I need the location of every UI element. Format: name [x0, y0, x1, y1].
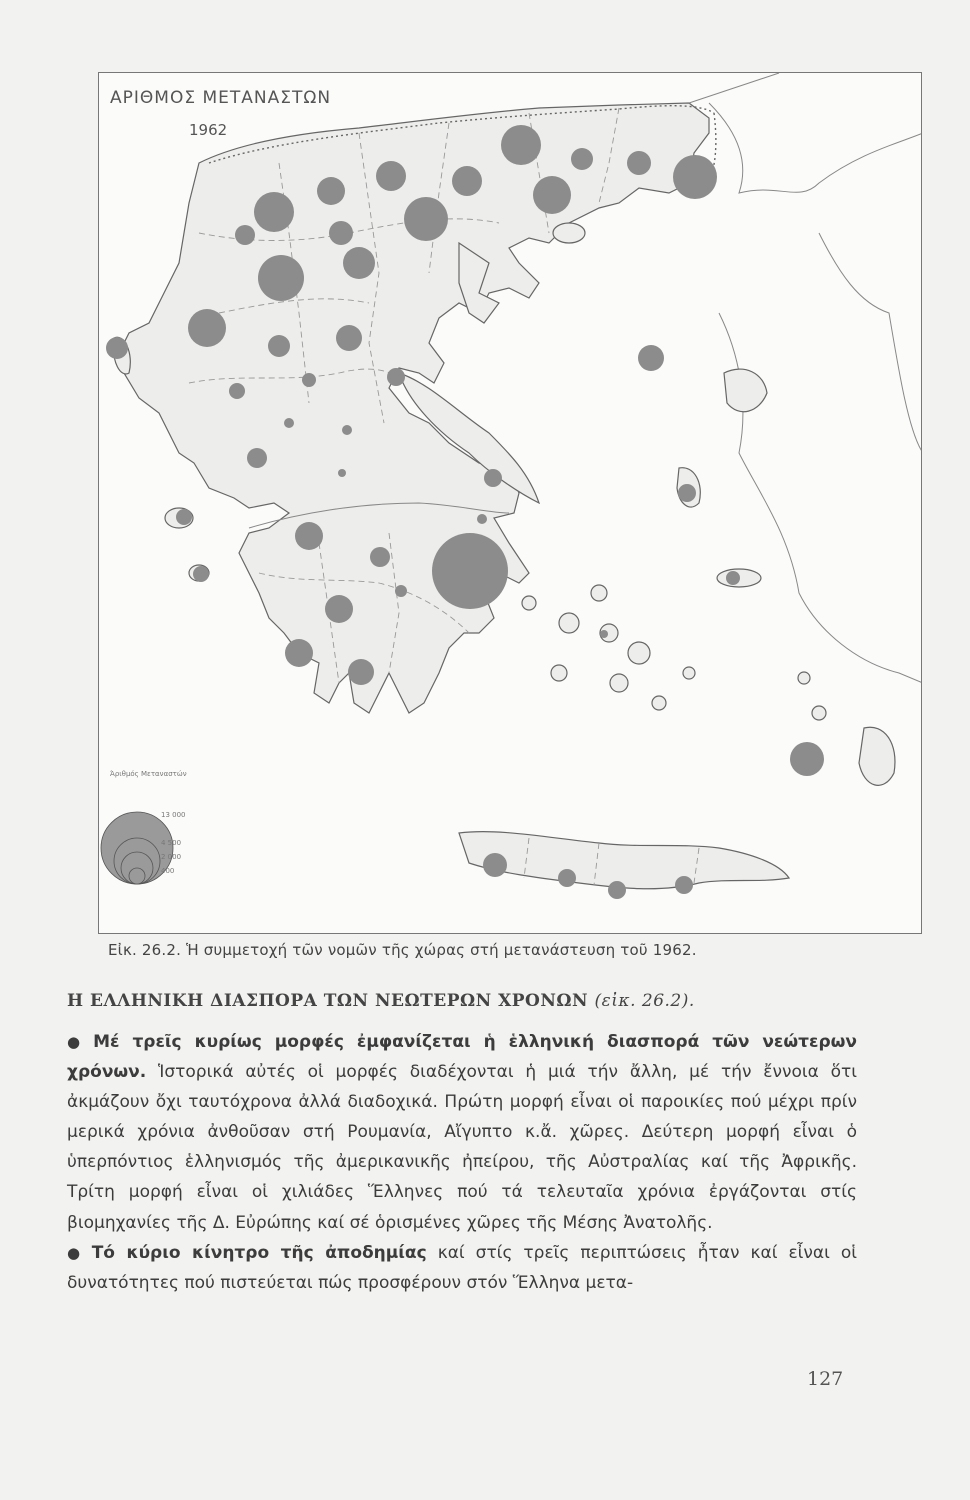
migrant-circle [338, 469, 346, 477]
legend-title: Άριθμός Μεταναστών [110, 770, 187, 778]
figure-caption: Εἰκ. 26.2. Ἡ συμμετοχή τῶν νομῶν τῆς χώρας στή μετανάστευση τοῦ 1962. [108, 941, 697, 959]
migrant-circle [501, 125, 541, 165]
migrant-circle [336, 325, 362, 351]
migrant-circle [484, 469, 502, 487]
section-heading-text: Η ΕΛΛΗΝΙΚΗ ΔΙΑΣΠΟΡΑ ΤΩΝ ΝΕΩΤΕΡΩΝ ΧΡΟΝΩΝ [67, 991, 589, 1011]
migrant-circle [600, 630, 608, 638]
migrant-circle [258, 255, 304, 301]
migrant-circle [329, 221, 353, 245]
legend-label-13000: 13 000 [161, 811, 186, 819]
paragraph-1-text: Ἱστορικά αὐτές οἱ μορφές διαδέχονται ἡ μιά τήν ἄλλη, μέ τήν ἔννοια ὅτι ἀκμάζουν ὄχι ταυτόχρονα ἀλλά διαδοχικά. Πρώτη μορφή εἶναι οἱ παροικίες πού μέχρι πρίν μερικά χρόνια ἀνθοῦσαν στή Ρουμανία, Αἴγυπτο κ.ἄ. χῶρες. Δεύτερη μορφή εἶναι ὁ ὑπερπόντιος ἑλληνισμός τῆς ἀμερικανικῆς ἠπείρου, τῆς Αὐστραλίας καί τῆς Ἀφρικῆς. Τρίτη μορφή εἶναι οἱ χιλιάδες Ἕλληνες πού τά τελευταῖα χρόνια ἐργάζονται στίς βιομηχανίες τῆς Δ. Εὐρώπης καί σέ ὁρισμένες χῶρες τῆς Μέσης Ἀνατολῆς. [67, 1062, 857, 1233]
cyclades-islands [522, 585, 695, 710]
migrant-circle-athens [432, 533, 508, 609]
map-title: ΑΡΙΘΜΟΣ ΜΕΤΑΝΑΣΤΩΝ [110, 88, 332, 108]
migrant-circle [370, 547, 390, 567]
migrant-circle [284, 418, 294, 428]
migrant-circle [229, 383, 245, 399]
migrant-circle [376, 161, 406, 191]
migrant-circle [452, 166, 482, 196]
migrant-circle [188, 309, 226, 347]
legend-circle-400 [129, 868, 145, 884]
paragraph-2-text: καί στίς τρεῖς περιπτώσεις ἦταν καί εἶναι οἱ δυνατότητες πού πιστεύεται πώς προσφέρουν στόν Ἕλληνα μετα- [67, 1242, 858, 1293]
migrant-circle [483, 853, 507, 877]
migrant-circle [343, 247, 375, 279]
migrant-circle [673, 155, 717, 199]
migrant-circle [638, 345, 664, 371]
bullet-icon: ● [67, 1243, 86, 1262]
paragraph-1-lead: Μέ τρεῖς κυρίως μορφές ἐμφανίζεται ἡ ἑλληνική διασπορά τῶν νεώτερων χρόνων. [67, 1032, 857, 1083]
turkey-coast [709, 103, 922, 193]
asia-minor-coast [719, 313, 922, 683]
rhodes-island [859, 727, 895, 785]
migrant-circle [627, 151, 651, 175]
bulgaria-border [689, 73, 779, 103]
migrant-circle [675, 876, 693, 894]
paragraph-1 [67, 1027, 857, 1238]
greece-map-svg [99, 73, 922, 934]
migrant-circle [268, 335, 290, 357]
migrant-circle [325, 595, 353, 623]
migrant-circle [106, 337, 128, 359]
dodecanese-island [798, 672, 810, 684]
migration-map [98, 72, 922, 934]
right-coast-2 [819, 233, 922, 453]
migrant-circle [317, 177, 345, 205]
migrant-circle [302, 373, 316, 387]
migrant-circle [254, 192, 294, 232]
migrant-circle [533, 176, 571, 214]
migrant-circle [235, 225, 255, 245]
migrant-circle [193, 566, 209, 582]
migrant-circle [726, 571, 740, 585]
page-number: 127 [807, 1368, 844, 1390]
legend-label-4500: 4 500 [161, 839, 182, 847]
migrant-circle [348, 659, 374, 685]
migrant-circle [295, 522, 323, 550]
paragraph-2 [67, 1238, 857, 1298]
migrant-circle [342, 425, 352, 435]
crete-island [459, 832, 789, 889]
lesbos-island [724, 369, 767, 412]
section-heading [67, 991, 887, 1011]
bullet-icon: ● [67, 1033, 88, 1051]
dodecanese-island [812, 706, 826, 720]
migrant-circle [571, 148, 593, 170]
legend-label-400: 400 [161, 867, 175, 875]
migrant-circle [477, 514, 487, 524]
body-text [67, 1027, 857, 1298]
migrant-circle [404, 197, 448, 241]
migrant-circle [285, 639, 313, 667]
mainland-greece [119, 103, 709, 713]
paragraph-2-lead: Τό κύριο κίνητρο τῆς ἀποδημίας [91, 1242, 427, 1263]
migrant-circle [608, 881, 626, 899]
migrant-circle [678, 484, 696, 502]
thasos-island [553, 223, 585, 243]
migrant-circle [790, 742, 824, 776]
migrant-circle [387, 368, 405, 386]
migrant-circle [558, 869, 576, 887]
map-year: 1962 [189, 121, 228, 139]
legend-label-2000: 2 000 [161, 853, 182, 861]
section-heading-ref: (εἰκ. 26.2). [594, 991, 695, 1011]
migrant-circle [176, 509, 192, 525]
migrant-circle [247, 448, 267, 468]
migrant-circle [395, 585, 407, 597]
